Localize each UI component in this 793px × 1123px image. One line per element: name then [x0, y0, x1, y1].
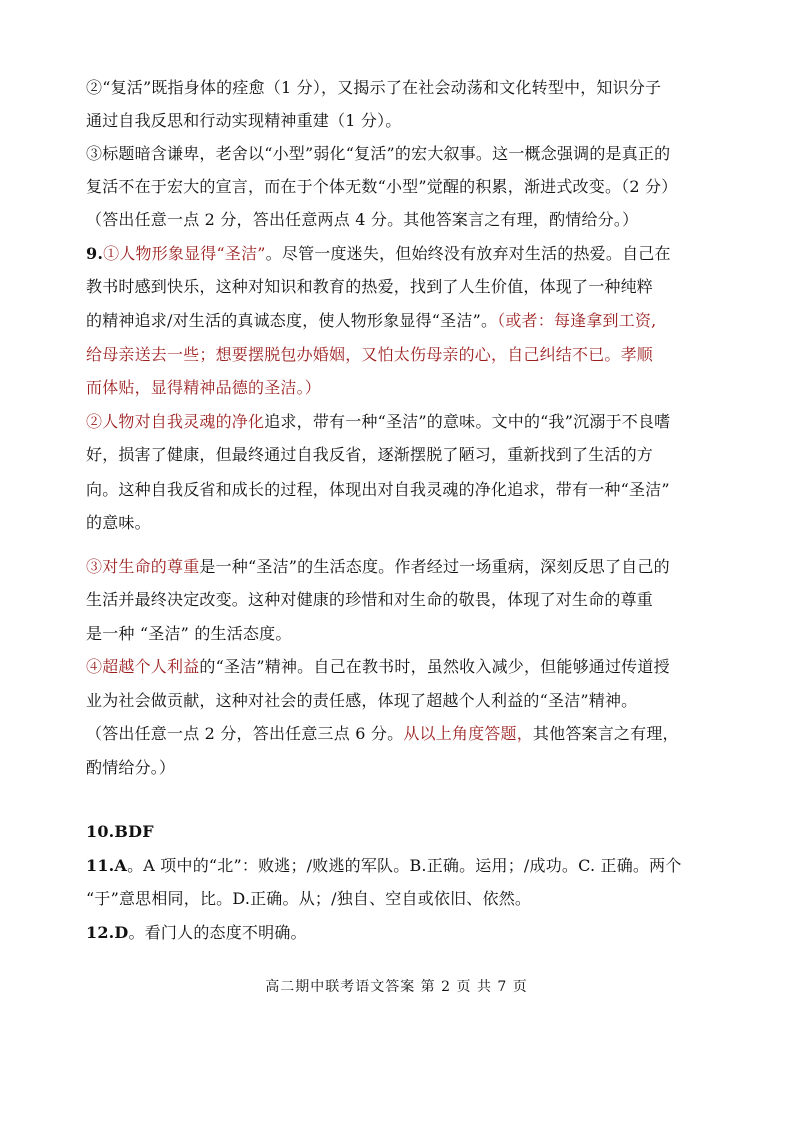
text-line: [86, 556, 726, 578]
text-line: [86, 690, 726, 712]
text-segment: 的“圣洁”精神。自己在教书时，虽然收入减少，但能够通过传道授: [199, 657, 670, 676]
highlighted-text: 从以上角度答题，: [403, 724, 533, 743]
text-line: [86, 110, 726, 132]
text-line: [86, 757, 726, 779]
highlighted-text: 对自我灵魂的净化: [134, 412, 265, 431]
text-segment: 是一种 “圣洁” 的生活态度。: [86, 624, 292, 643]
text-segment: （答出任意一点 2 分，答出任意两点 4 分。其他答案言之有理，酌情给分。）: [86, 210, 639, 229]
text-line: [86, 656, 726, 678]
text-segment: 的精神追求/对生活的真诚态度，使人物形象显得“圣洁”。: [86, 311, 498, 330]
page-footer: 高二期中联考语文答案 第 2 页 共 7 页: [265, 979, 528, 995]
text-line: [86, 723, 726, 745]
text-segment: 。看门人的态度不明确。: [128, 923, 307, 942]
highlighted-text: 而体贴，显得精神品德的圣洁。）: [86, 378, 322, 397]
text-line: [86, 276, 726, 298]
text-segment: 。尽管一度迷失，但始终没有放弃对生活的热爱。自己在: [265, 244, 671, 263]
text-segment: 。A 项中的“北”：败逃；/败逃的军队。B.正确。运用；/成功。C. 正确。两个: [127, 856, 682, 875]
text-line: [86, 444, 726, 466]
text-line: [86, 77, 726, 99]
highlighted-text: ③对生命的尊重: [86, 557, 200, 576]
text-segment: 9.: [86, 244, 104, 263]
text-segment: 向。这种自我反省和成长的过程，体现出对自我灵魂的净化追求，带有一种“圣洁”: [86, 480, 670, 499]
text-segment: 教书时感到快乐，这种对知识和教育的热爱，找到了人生价值，体现了一种纯粹: [86, 277, 654, 296]
text-line: [86, 344, 726, 366]
text-line: [86, 209, 726, 231]
text-segment: 12.D: [86, 923, 129, 942]
text-line: [86, 176, 726, 198]
text-segment: 业为社会做贡献，这种对社会的责任感，体现了超越个人利益的“圣洁”精神。: [86, 691, 638, 710]
text-segment: 酌情给分。）: [86, 758, 176, 777]
text-line: [86, 411, 726, 433]
text-line: [86, 888, 726, 910]
highlighted-text: ①人物形象显得“圣洁”: [103, 244, 266, 263]
text-line: [86, 377, 726, 399]
text-segment: 的意味。: [86, 513, 151, 532]
text-segment: 复活不在于宏大的宣言，而在于个体无数“小型”觉醒的积累，渐进式改变。（2 分）: [86, 177, 678, 196]
highlighted-text: 给母亲送去一些；想要摆脱包办婚姻，又怕太伤母亲的心，自己纠结不已。孝顺: [86, 345, 654, 364]
text-line: [86, 479, 726, 501]
text-segment: 其他答案言之有理，: [532, 724, 679, 743]
text-segment: 追求，带有一种“圣洁”的意味。文中的“我”沉溺于不良嗜: [264, 412, 671, 431]
text-line: [86, 589, 726, 611]
text-segment: “于”意思相同，比。D.正确。从；/独自、空自或依旧、依然。: [86, 889, 532, 908]
text-line: [86, 855, 726, 877]
text-segment: 是一种“圣洁”的生活态度。作者经过一场重病，深刻反思了自己的: [199, 557, 670, 576]
text-line: [86, 623, 726, 645]
highlighted-text: ④超越个人利益: [86, 657, 200, 676]
text-segment: ③标题暗含谦卑，老舍以“小型”弱化“复活”的宏大叙事。这一概念强调的是真正的: [86, 144, 671, 163]
text-line: [86, 922, 726, 944]
highlighted-text: ②人物: [86, 412, 135, 431]
text-segment: 10.BDF: [86, 822, 154, 841]
text-segment: ②“复活”既指身体的痊愈（1 分），又揭示了在社会动荡和文化转型中，知识分子: [86, 78, 662, 97]
text-segment: 通过自我反思和行动实现精神重建（1 分）。: [86, 111, 402, 130]
text-line: [86, 821, 726, 843]
text-line: [86, 143, 726, 165]
text-line: [86, 243, 726, 265]
text-segment: 11.A: [86, 856, 128, 875]
highlighted-text: （或者：每逢拿到工资,: [497, 311, 657, 330]
text-line: [86, 310, 726, 332]
text-line: [86, 512, 726, 534]
text-segment: 好，损害了健康，但最终通过自我反省，逐渐摆脱了陋习，重新找到了生活的方: [86, 445, 654, 464]
text-segment: （答出任意一点 2 分，答出任意三点 6 分。: [86, 724, 404, 743]
text-segment: 生活并最终决定改变。这种对健康的珍惜和对生命的敬畏，体现了对生命的尊重: [86, 590, 654, 609]
